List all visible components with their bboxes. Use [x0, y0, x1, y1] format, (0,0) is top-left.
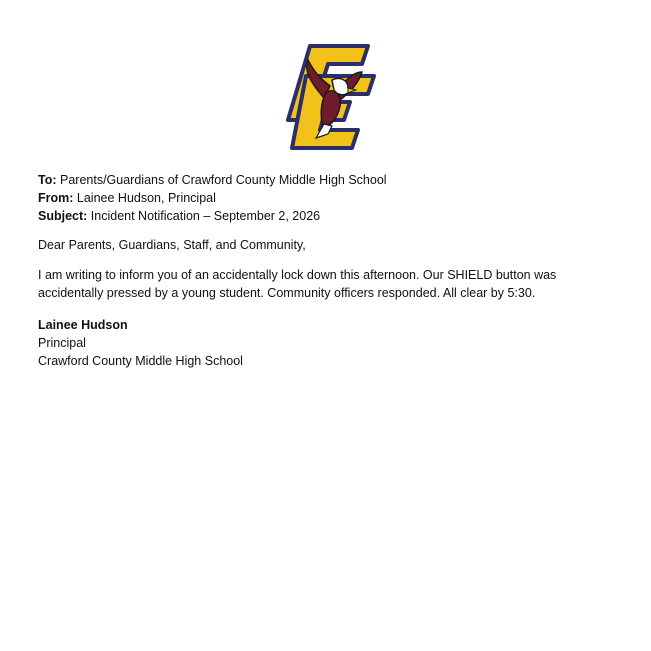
greeting: Dear Parents, Guardians, Staff, and Community,: [38, 238, 306, 252]
memo-subject-line: [38, 207, 618, 225]
memo-header: [38, 171, 618, 225]
memo-to-value: Parents/Guardians of Crawford County Middle High School: [60, 173, 387, 187]
logo-eagle-body: [321, 91, 340, 128]
school-eagle-logo: [270, 42, 378, 154]
letter-body: [38, 266, 618, 302]
memo-from-label: From:: [38, 191, 74, 205]
memo-from-value: Lainee Hudson, Principal: [76, 191, 216, 205]
signature-name: Lainee Hudson: [38, 318, 128, 332]
signature-title: Principal: [38, 336, 86, 350]
signature-block: [38, 316, 618, 370]
letter-body-line-1: I am writing to inform you of an accidentally lock down this afternoon. Our SHIELD button was: [38, 268, 557, 282]
signature-school: Crawford County Middle High School: [38, 354, 243, 368]
memo-to-label: To:: [38, 173, 57, 187]
memo-to-line: [38, 171, 618, 189]
letter-body-line-2: accidentally pressed by a young student. Community officers responded. All clear by 5:30.: [38, 286, 536, 300]
memo-subject-label: Subject:: [38, 209, 88, 223]
memo-from-line: [38, 189, 618, 207]
memo-subject-value: Incident Notification – September 2, 2026: [90, 209, 321, 223]
